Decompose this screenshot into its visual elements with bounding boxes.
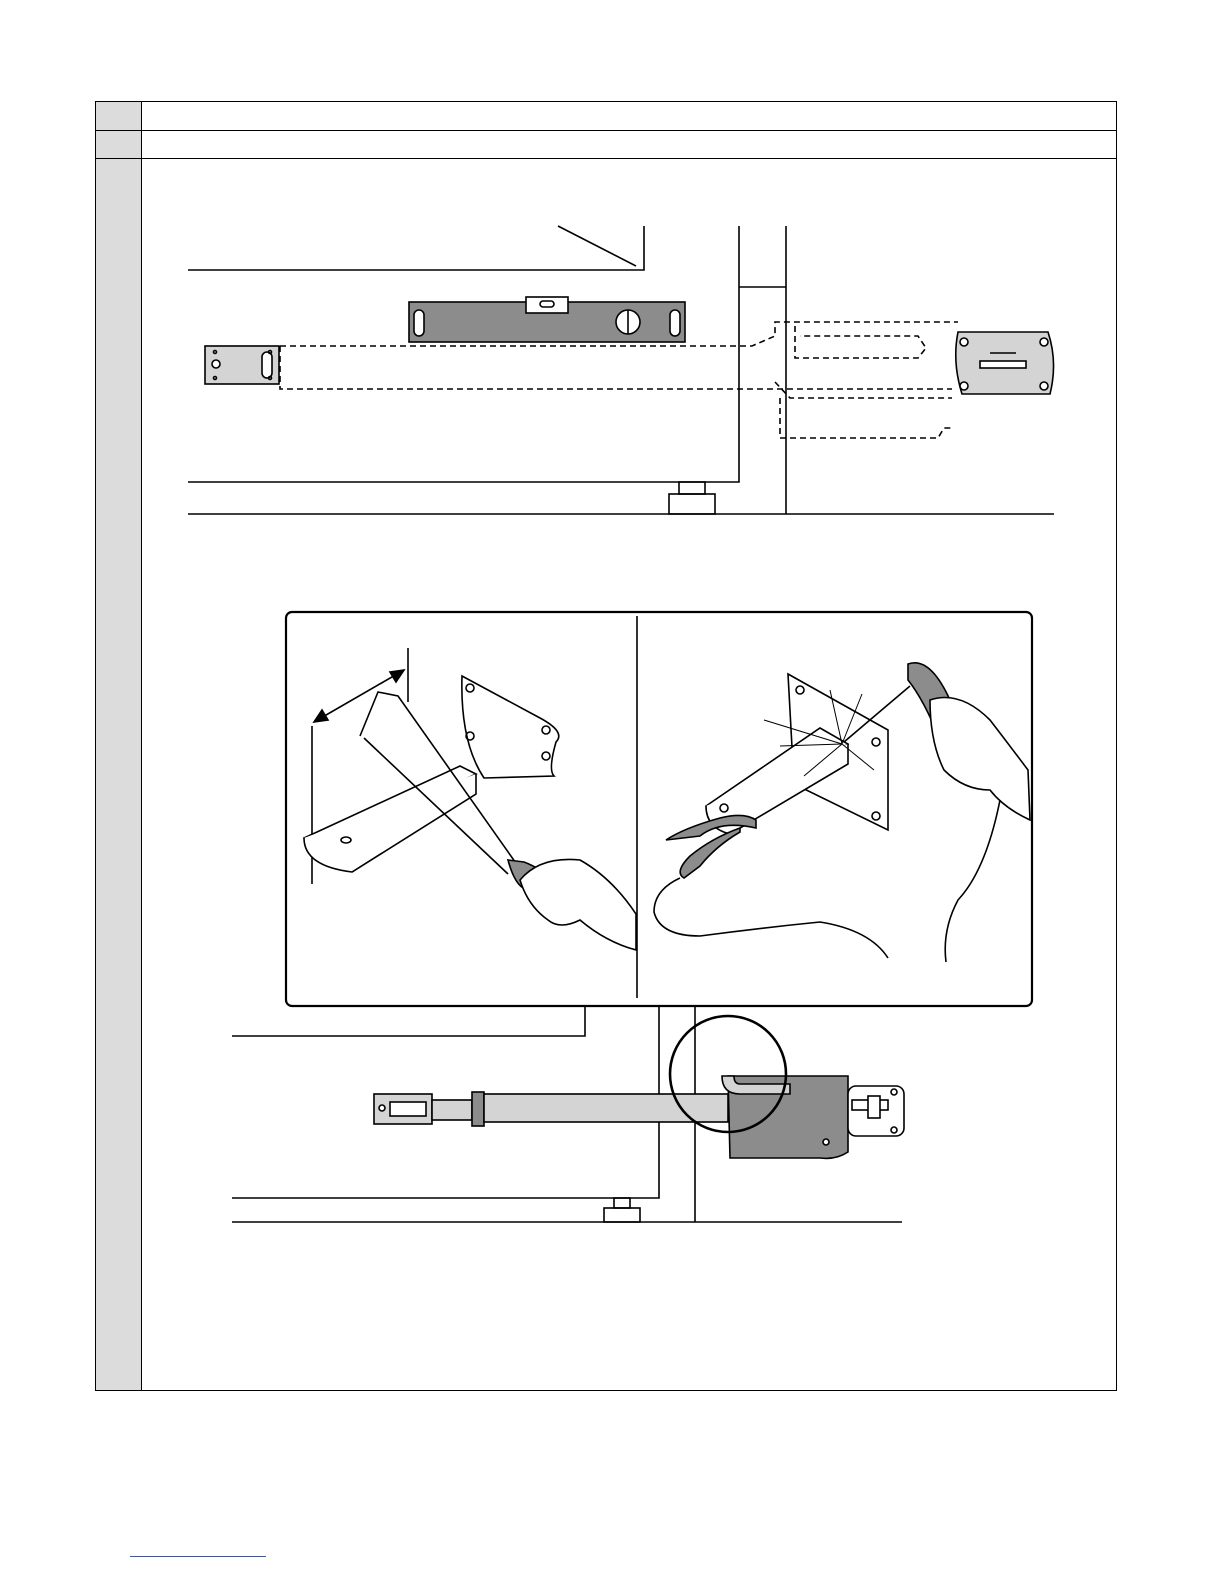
gate-diagonal bbox=[558, 226, 636, 266]
gate-foot bbox=[669, 494, 715, 514]
hand-left bbox=[520, 859, 636, 950]
mounting-bracket-icon bbox=[205, 346, 279, 384]
operator-motor-icon bbox=[722, 1076, 904, 1158]
bottom-foot bbox=[604, 1208, 640, 1222]
welding-step bbox=[654, 663, 1030, 962]
measure-arrow bbox=[314, 670, 404, 722]
top-figure-leveling bbox=[188, 226, 1054, 514]
plate-piece bbox=[462, 676, 559, 778]
gate-foot-stem bbox=[679, 482, 705, 494]
footer-link-underline[interactable] bbox=[130, 1556, 266, 1557]
ground-clamp-icon bbox=[654, 815, 888, 958]
gate-top-edge bbox=[188, 226, 644, 270]
inset-panel bbox=[286, 612, 1032, 1006]
cutting-step bbox=[304, 648, 636, 950]
bottom-gate-top bbox=[232, 1006, 585, 1036]
wall-plate-icon bbox=[956, 332, 1054, 394]
bottom-figure-motor bbox=[232, 1006, 904, 1222]
spirit-level-icon bbox=[409, 297, 685, 342]
